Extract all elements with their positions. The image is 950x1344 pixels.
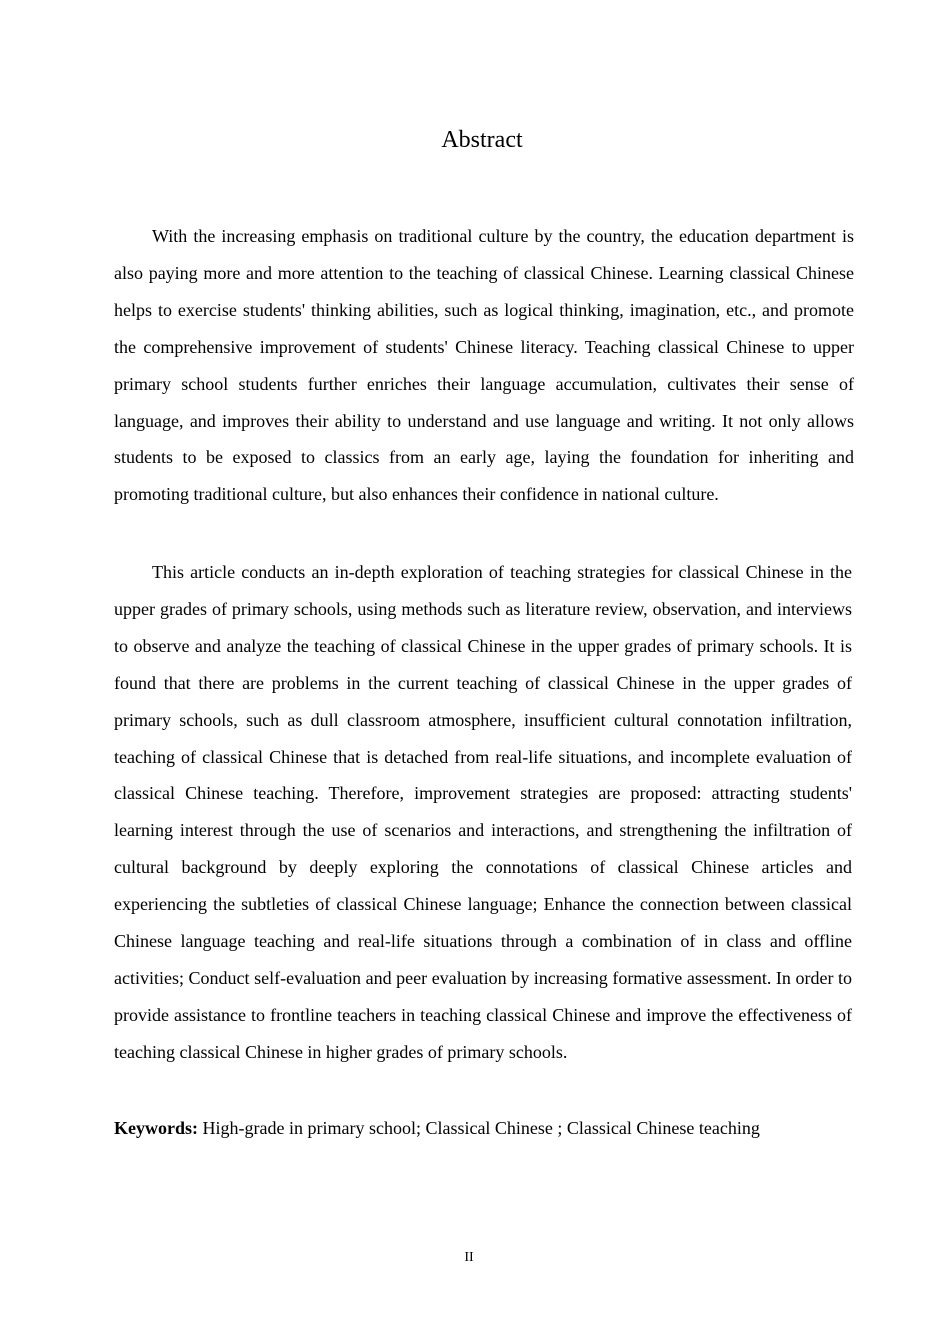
paragraph-1: With the increasing emphasis on traditional culture by the country, the education department is also paying more and more attention to the teaching of classical Chinese. Learning classical Chinese helps to exercise students' thinking abilities, such as logical thinking, imagination, etc., and promote the comprehensive improvement of students' Chinese literacy. Teaching classical Chinese to upper primary school students further enriches their language accumulation, cultivates their sense of language, and improves their ability to understand and use language and writing. It not only allows students to be exposed to classics from an early age, laying the foundation for inheriting and promoting traditional culture, but also enhances their confidence in national culture. (114, 226, 854, 505)
paragraph-2: This article conducts an in-depth exploration of teaching strategies for classical Chinese in the upper grades of primary schools, using methods such as literature review, observation, and interviews to observe and analyze the teaching of classical Chinese in the upper grades of primary schools. It is found that there are problems in the current teaching of classical Chinese in the upper grades of primary schools, such as dull classroom atmosphere, insufficient cultural connotation infiltration, teaching of classical Chinese that is detached from real-life situations, and incomplete evaluation of classical Chinese teaching. Therefore, improvement strategies are proposed: attracting students' learning interest through the use of scenarios and interactions, and strengthening the infiltration of cultural background by deeply exploring the connotations of classical Chinese articles and experiencing the subtleties of classical Chinese language; Enhance the connection between classical Chinese language teaching and real-life situations through a combination of in class and offline activities; Conduct self-evaluation and peer evaluation by increasing formative assessment. In order to provide assistance to frontline teachers in teaching classical Chinese and improve the effectiveness of teaching classical Chinese in higher grades of primary schools. (114, 562, 852, 1062)
page-number: II (464, 1250, 474, 1265)
keywords-text: High-grade in primary school; Classical Chinese ; Classical Chinese teaching (198, 1118, 760, 1138)
abstract-body-1 (114, 218, 854, 513)
keywords-label: Keywords: (114, 1118, 198, 1138)
abstract-title: Abstract (441, 127, 523, 153)
abstract-body-2 (114, 554, 852, 1071)
keywords-line (114, 1110, 854, 1147)
